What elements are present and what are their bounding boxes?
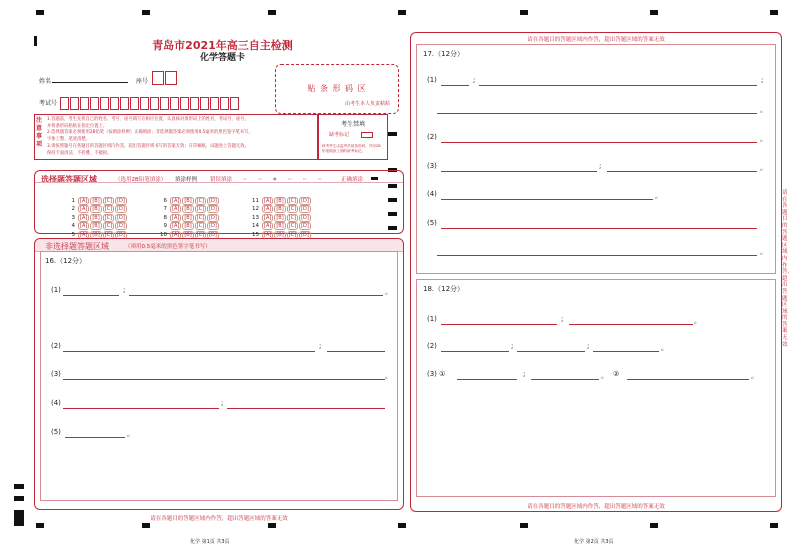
option-bubble[interactable]: [D]: [301, 198, 309, 204]
option-bubble[interactable]: [C]: [196, 198, 205, 204]
question-18: [416, 279, 776, 497]
option-bubble[interactable]: [C]: [196, 231, 205, 238]
answer-line[interactable]: [441, 199, 653, 200]
notice-lines: [47, 117, 315, 157]
notice-line: 字体工整、笔迹清楚。: [47, 137, 90, 143]
timing-mark: [14, 484, 24, 489]
barcode-note: 由考生本人负责粘贴: [344, 101, 390, 107]
question-number: 14: [252, 223, 259, 230]
option-bubble[interactable]: [A]: [172, 231, 180, 238]
q17-item-label: (4): [427, 190, 437, 198]
answer-line[interactable]: [63, 351, 315, 352]
question-number: 6: [163, 198, 167, 204]
timing-mark: [36, 523, 44, 528]
q18-item-label: (1): [427, 315, 437, 323]
question-number: 13: [252, 214, 259, 221]
right-fill-sample: [371, 177, 378, 180]
semicolon: ;: [319, 342, 322, 350]
option-bubble[interactable]: [A]: [264, 214, 272, 221]
option-bubble[interactable]: [A]: [172, 206, 180, 213]
answer-line[interactable]: [63, 295, 119, 296]
choice-row: [249, 221, 312, 240]
name-label: 姓名: [39, 78, 52, 85]
timing-mark: [14, 496, 24, 501]
period: 。: [127, 430, 134, 438]
period: 。: [694, 317, 701, 325]
timing-mark: [770, 523, 778, 528]
bottom-warning-right: 请在各题目的答题区域内作答，超出答题区域的答案无效: [527, 504, 665, 510]
option-bubble[interactable]: [D]: [209, 223, 217, 230]
semicolon: ;: [587, 342, 590, 350]
notice-heading: 注意事项: [36, 117, 43, 148]
semicolon: ;: [123, 286, 126, 294]
option-bubble[interactable]: [A]: [80, 231, 88, 238]
option-bubble[interactable]: [D]: [301, 214, 309, 221]
option-bubble[interactable]: [D]: [209, 214, 217, 221]
q17-item-label: (3): [427, 162, 437, 170]
option-bubble[interactable]: [A]: [80, 206, 88, 213]
timing-mark: [268, 523, 276, 528]
answer-line[interactable]: [441, 85, 469, 86]
semicolon: ;: [761, 76, 764, 84]
option-bubble[interactable]: [A]: [264, 223, 272, 230]
option-bubble[interactable]: [C]: [288, 223, 297, 230]
timing-mark: [650, 10, 658, 15]
semicolon: ;: [599, 162, 602, 170]
option-bubble[interactable]: [B]: [92, 231, 100, 238]
option-bubble[interactable]: [B]: [276, 198, 284, 204]
option-bubble[interactable]: [A]: [80, 198, 88, 204]
option-bubble[interactable]: [C]: [288, 206, 297, 213]
period: 。: [760, 135, 767, 143]
right-fill-label: 正确填涂: [341, 177, 364, 183]
option-bubble[interactable]: [D]: [117, 198, 125, 204]
q17-item-label: (5): [427, 219, 437, 227]
q17-heading: 17.（12分）: [423, 50, 465, 58]
q18-item-label: (2): [427, 342, 437, 350]
absent-note: 缺考考生由监考员贴条形码，并用2B铅笔填涂上面的缺考标记。: [322, 144, 381, 153]
answer-line[interactable]: [517, 351, 585, 352]
option-bubble[interactable]: [B]: [92, 214, 100, 221]
question-number: 7: [163, 206, 167, 213]
nonchoice-section: [34, 238, 404, 522]
answer-line[interactable]: [457, 379, 517, 380]
answer-line[interactable]: [569, 324, 693, 325]
barcode-title: 贴 条 形 码 区: [307, 84, 367, 93]
option-bubble[interactable]: [B]: [184, 198, 192, 204]
timing-mark: [520, 523, 528, 528]
answer-line[interactable]: [63, 408, 219, 409]
notice-line: 并将条形码粘贴在指定位置上。: [47, 123, 108, 129]
period: 。: [760, 164, 767, 172]
question-number: 2: [71, 206, 75, 213]
option-bubble[interactable]: [D]: [209, 198, 217, 204]
question-number: 15: [252, 231, 259, 238]
top-warning-right: 请在各题目的答题区域内作答，超出答题区域的答案无效: [527, 37, 665, 43]
absent-mark-label: 缺考标记: [329, 132, 350, 138]
choice-title: 选择题答题区域: [41, 175, 97, 184]
barcode-area: [275, 64, 399, 114]
answer-line[interactable]: [441, 351, 509, 352]
fill-sample-label: 填涂样例: [175, 177, 198, 183]
answer-line[interactable]: [441, 228, 757, 229]
option-bubble[interactable]: [C]: [288, 198, 297, 204]
answer-line[interactable]: [437, 255, 757, 256]
absent-mark-box[interactable]: [361, 132, 373, 138]
seat-boxes[interactable]: [152, 70, 178, 89]
notice-line: 3.请按照题号在各题目的答题区域内作答，超出答题区域书写的答案无效；在草稿纸、试题卷上答题无效。: [47, 143, 249, 149]
choice-row: [157, 221, 220, 240]
answer-line[interactable]: [441, 324, 557, 325]
choice-section: [34, 170, 404, 238]
q18-item-label: (3) ①: [427, 370, 446, 378]
option-bubble[interactable]: [D]: [209, 231, 217, 238]
timing-mark: [520, 10, 528, 15]
option-bubble[interactable]: [B]: [184, 231, 192, 238]
option-bubble[interactable]: [C]: [196, 223, 205, 230]
option-bubble[interactable]: [C]: [104, 223, 113, 230]
option-bubble[interactable]: [C]: [104, 214, 113, 221]
timing-mark: [398, 523, 406, 528]
page-subtitle: 化学答题卡: [199, 53, 245, 63]
wrong-fill-samples: ▭ ▭ ● ▭ ▭ ▭: [243, 176, 327, 181]
answer-line[interactable]: [627, 379, 749, 380]
timing-mark: [398, 10, 406, 15]
choice-row: [65, 221, 128, 240]
option-bubble[interactable]: [D]: [117, 223, 125, 230]
timing-mark: [14, 510, 24, 526]
q16-item-label: (2): [51, 342, 61, 350]
side-warning: 请在各题目的答题区域内作答，超出答题区域的答案无效: [782, 190, 794, 348]
period: 。: [601, 372, 608, 380]
semicolon: ;: [523, 370, 526, 378]
answer-line[interactable]: [65, 437, 125, 438]
option-bubble[interactable]: [D]: [209, 206, 217, 213]
q18-item-label: ②: [613, 370, 620, 378]
option-bubble[interactable]: [D]: [301, 231, 309, 238]
absent-box: [318, 114, 388, 160]
option-bubble[interactable]: [D]: [301, 206, 309, 213]
option-bubble[interactable]: [B]: [92, 206, 100, 213]
q16-item-label: (4): [51, 399, 61, 407]
option-bubble[interactable]: [A]: [264, 231, 272, 238]
question-number: 8: [163, 214, 167, 221]
q18-heading: 18.（12分）: [423, 285, 465, 293]
q17-item-label: (1): [427, 76, 437, 84]
question-number: 4: [71, 223, 75, 230]
notice-line: 2.选择题答案必须使用2B铅笔（按填涂样例）正确填涂；非选择题答案必须使用0.5毫米的黑色签字笔书写，: [47, 130, 253, 136]
option-bubble[interactable]: [A]: [172, 223, 180, 230]
option-bubble[interactable]: [B]: [276, 231, 284, 238]
q17-item-label: (2): [427, 133, 437, 141]
option-bubble[interactable]: [A]: [264, 198, 272, 204]
semicolon: ;: [561, 315, 564, 323]
question-number: 1: [71, 198, 75, 204]
option-bubble[interactable]: [C]: [288, 231, 297, 238]
notice-box: [34, 114, 318, 160]
option-bubble[interactable]: [B]: [184, 223, 192, 230]
footer-right: 化学 第2页 共3页: [574, 539, 614, 545]
option-bubble[interactable]: [A]: [80, 214, 88, 221]
notice-line: 保持卡面清洁，不折叠、不破损。: [47, 150, 112, 156]
option-bubble[interactable]: [C]: [104, 206, 113, 213]
right-page-frame: [410, 32, 782, 512]
question-number: 3: [71, 214, 75, 221]
option-bubble[interactable]: [B]: [276, 223, 284, 230]
name-field[interactable]: [52, 82, 128, 83]
exam-no-label: 考试号: [39, 100, 58, 107]
option-bubble[interactable]: [A]: [264, 206, 272, 213]
question-number: 9: [163, 223, 167, 230]
period: 。: [655, 192, 662, 200]
option-bubble[interactable]: [A]: [172, 214, 180, 221]
period: 。: [751, 372, 758, 380]
notice-line: 1.答题前，考生先将自己的姓名、考号、座号填写在相应位置，认真核对条形码上的姓名、考试号、座号，: [47, 117, 249, 122]
nonchoice-note: （须用0.5毫米的黑色签字笔书写）: [125, 244, 211, 250]
semicolon: ;: [221, 399, 224, 407]
timing-mark: [36, 10, 44, 15]
semicolon: ;: [511, 342, 514, 350]
bottom-warning-left: 请在各题目的答题区域内作答，超出答题区域的答案无效: [150, 516, 288, 522]
answer-line[interactable]: [441, 171, 597, 172]
option-bubble[interactable]: [B]: [276, 214, 284, 221]
answer-line[interactable]: [441, 142, 757, 143]
nonchoice-title: 非选择题答题区域: [45, 242, 109, 251]
q16-item-label: (5): [51, 428, 61, 436]
choice-note: （选用2B铅笔填涂）: [115, 177, 167, 183]
question-number: 12: [252, 206, 259, 213]
seat-label: 座号: [136, 78, 149, 85]
option-bubble[interactable]: [C]: [104, 198, 113, 204]
exam-no-boxes[interactable]: [60, 95, 240, 114]
period: 。: [385, 372, 392, 380]
timing-mark: [388, 132, 397, 136]
timing-mark: [770, 10, 778, 15]
answer-line[interactable]: [63, 379, 385, 380]
option-bubble[interactable]: [B]: [184, 214, 192, 221]
timing-mark: [142, 10, 150, 15]
period: 。: [760, 248, 767, 256]
answer-line[interactable]: [479, 85, 757, 86]
option-bubble[interactable]: [D]: [117, 214, 125, 221]
question-number: 11: [252, 198, 259, 204]
option-bubble[interactable]: [B]: [92, 198, 100, 204]
option-bubble[interactable]: [B]: [184, 206, 192, 213]
question-17: [416, 44, 776, 274]
q16-item-label: (3): [51, 370, 61, 378]
wrong-fill-label: 错误填涂: [210, 177, 233, 183]
timing-mark: [142, 523, 150, 528]
option-bubble[interactable]: [D]: [117, 206, 125, 213]
period: 。: [661, 344, 668, 352]
q16-item-label: (1): [51, 286, 61, 294]
timing-mark: [34, 36, 37, 46]
option-bubble[interactable]: [C]: [196, 206, 205, 213]
option-bubble[interactable]: [C]: [196, 214, 205, 221]
page-title: 青岛市2021年高三自主检测: [152, 39, 293, 52]
question-number: 10: [160, 231, 167, 238]
option-bubble[interactable]: [A]: [172, 198, 180, 204]
answer-line[interactable]: [437, 113, 757, 114]
answer-line[interactable]: [607, 171, 757, 172]
answer-line[interactable]: [531, 379, 599, 380]
timing-mark: [268, 10, 276, 15]
period: 。: [760, 106, 767, 114]
answer-line[interactable]: [327, 351, 385, 352]
option-bubble[interactable]: [C]: [104, 231, 113, 238]
option-bubble[interactable]: [B]: [92, 223, 100, 230]
answer-line[interactable]: [129, 295, 383, 296]
period: 。: [385, 288, 392, 296]
option-bubble[interactable]: [C]: [288, 214, 297, 221]
footer-left: 化学 第1页 共3页: [190, 539, 230, 545]
option-bubble[interactable]: [A]: [80, 223, 88, 230]
question-16: [40, 251, 398, 501]
answer-line[interactable]: [227, 408, 385, 409]
answer-line[interactable]: [593, 351, 659, 352]
timing-mark: [650, 523, 658, 528]
option-bubble[interactable]: [D]: [301, 223, 309, 230]
semicolon: ;: [473, 76, 476, 84]
absent-title: 考生禁填: [340, 121, 365, 128]
option-bubble[interactable]: [B]: [276, 206, 284, 213]
q16-heading: 16.（12分）: [45, 257, 87, 265]
question-number: 5: [71, 231, 75, 238]
option-bubble[interactable]: [D]: [117, 231, 125, 238]
